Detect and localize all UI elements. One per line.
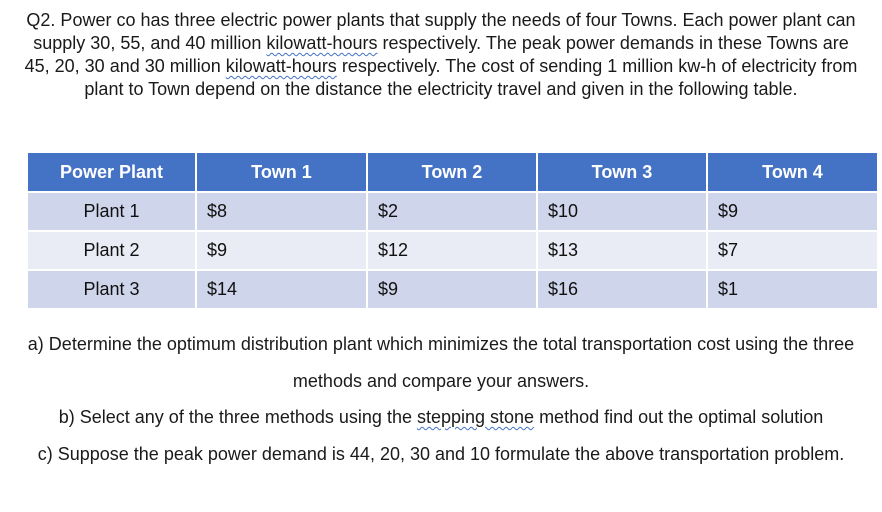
cost-cell: $10 — [537, 192, 707, 231]
cost-cell: $13 — [537, 231, 707, 270]
cost-table-header-row — [28, 153, 877, 192]
cost-cell: $9 — [196, 231, 367, 270]
question-b-term-stepping-stone: stepping stone — [416, 407, 535, 427]
header-town-2: Town 2 — [367, 153, 537, 192]
question-intro — [20, 9, 862, 101]
table-row — [28, 192, 877, 231]
cost-cell: $14 — [196, 270, 367, 308]
question-b — [10, 399, 872, 436]
intro-text-2: respectively. The peak power demands in these Towns are 45, 20, 30 and 30 million — [24, 33, 849, 76]
header-town-4: Town 4 — [707, 153, 877, 192]
plant-name-cell: Plant 3 — [28, 270, 196, 308]
table-row — [28, 231, 877, 270]
question-a: a) Determine the optimum distribution plant which minimizes the total transportation cost using the three methods and compare your answers. — [27, 334, 855, 391]
cost-cell: $9 — [367, 270, 537, 308]
header-town-1: Town 1 — [196, 153, 367, 192]
intro-term-kilowatt-hours-1: kilowatt-hours — [266, 33, 378, 53]
plant-name-cell: Plant 2 — [28, 231, 196, 270]
cost-table — [28, 153, 877, 308]
intro-text-1: Q2. Power co has three electric power plants that supply the needs of four Towns. Each power plant can supply 30, 55, and 40 million — [26, 10, 856, 53]
cost-cell: $16 — [537, 270, 707, 308]
cost-cell: $12 — [367, 231, 537, 270]
cost-cell: $8 — [196, 192, 367, 231]
cost-cell: $9 — [707, 192, 877, 231]
question-b-text-1: b) Select any of the three methods using the — [58, 407, 417, 427]
question-b-text-2: method find out the optimal solution — [534, 407, 824, 427]
header-power-plant: Power Plant — [28, 153, 196, 192]
header-town-3: Town 3 — [537, 153, 707, 192]
cost-cell: $1 — [707, 270, 877, 308]
table-row — [28, 270, 877, 308]
cost-cell: $2 — [367, 192, 537, 231]
intro-term-kilowatt-hours-2: kilowatt-hours — [225, 56, 337, 76]
question-c: c) Suppose the peak power demand is 44, 20, 30 and 10 formulate the above transportation problem. — [37, 443, 845, 464]
plant-name-cell: Plant 1 — [28, 192, 196, 231]
sub-questions — [10, 326, 872, 472]
cost-cell: $7 — [707, 231, 877, 270]
intro-text-3: respectively. The cost of sending 1 million kw-h of electricity from plant to Town depend on the distance the electricity travel and given in the following table. — [84, 56, 858, 99]
